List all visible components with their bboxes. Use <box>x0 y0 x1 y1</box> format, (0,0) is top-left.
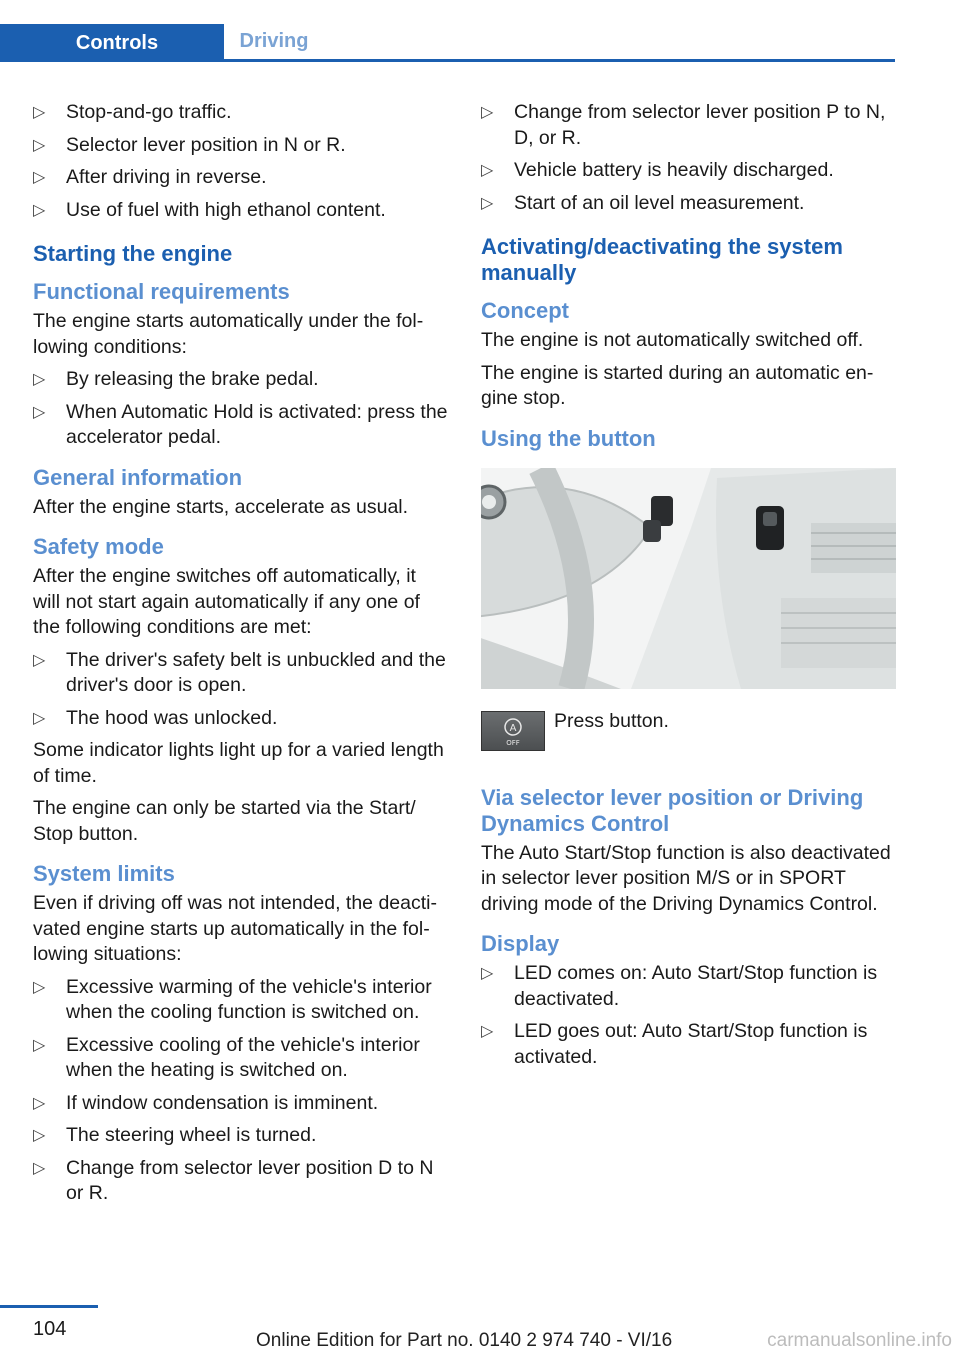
footer-rule <box>0 1305 98 1308</box>
triangle-bullet-icon: ▷ <box>33 1094 46 1112</box>
triangle-bullet-icon: ▷ <box>33 136 46 154</box>
paragraph-concept-2: The engine is started during an automatic engine stop. <box>481 361 874 409</box>
triangle-bullet-icon: ▷ <box>33 1127 46 1144</box>
list-item: ▷ Excessive warming of the vehicle's interior when the cooling function is switched on. <box>33 975 432 1023</box>
triangle-bullet-icon: ▷ <box>33 709 46 727</box>
watermark: carmanualsonline.info <box>767 1330 952 1351</box>
paragraph-functional: The engine starts automatically under the following conditions: <box>33 310 424 358</box>
paragraph-start-stop: The engine can only be started via the Start/ Stop button. <box>33 797 416 845</box>
heading-concept: Concept <box>481 298 569 323</box>
triangle-bullet-icon: ▷ <box>33 403 46 421</box>
list-item: ▷ Excessive cooling of the vehicle's interior when the heating is switched on. <box>33 1033 420 1081</box>
list-item: ▷ Change from selector lever position P to N, D, or R. <box>481 101 886 149</box>
heading-starting-engine: Starting the engine <box>33 241 233 266</box>
svg-text:OFF: OFF <box>506 738 520 747</box>
list-item: ▷ The hood was unlocked. <box>33 706 448 732</box>
auto-start-stop-icon <box>482 712 544 750</box>
bullet-list-safety <box>33 648 448 732</box>
heading-display: Display <box>481 931 560 956</box>
list-item: ▷ LED goes out: Auto Start/Stop function is activated. <box>481 1020 868 1068</box>
triangle-bullet-icon: ▷ <box>33 651 46 669</box>
list-item: ▷ The steering wheel is turned. <box>33 1123 448 1149</box>
triangle-bullet-icon: ▷ <box>33 201 46 219</box>
paragraph-press-button: Press button. <box>554 709 669 732</box>
triangle-bullet-icon: ▷ <box>33 104 46 121</box>
list-item: ▷ Stop-and-go traffic. <box>33 100 448 126</box>
paragraph-general: After the engine starts, accelerate as usual. <box>33 495 409 518</box>
press-button-row <box>481 709 896 771</box>
bullet-list-right-top <box>481 100 896 216</box>
right-column <box>481 100 896 1077</box>
svg-text:A: A <box>509 722 517 734</box>
page-number: 104 <box>33 1318 67 1340</box>
heading-functional-requirements: Functional requirements <box>33 279 290 304</box>
bullet-list-top <box>33 100 448 223</box>
triangle-bullet-icon: ▷ <box>33 371 46 388</box>
list-item: ▷ Use of fuel with high ethanol content. <box>33 198 448 224</box>
bullet-list-functional <box>33 367 448 451</box>
heading-via-selector: Via selector lever position or Driving Dynamics Control <box>481 784 864 836</box>
paragraph-limits: Even if driving off was not intended, the deactivated engine starts up automatically in the following situations: <box>33 892 437 965</box>
heading-general-information: General information <box>33 464 243 490</box>
list-item: ▷ Selector lever position in N or R. <box>33 133 448 159</box>
chapter-tabs <box>0 24 895 62</box>
heading-using-button: Using the button <box>481 425 656 451</box>
list-item: ▷ Start of an oil level measurement. <box>481 191 896 217</box>
bullet-list-display <box>481 961 896 1070</box>
bullet-list-limits <box>33 975 448 1207</box>
list-item: ▷ Change from selector lever position D to N or R. <box>33 1156 434 1204</box>
list-item: ▷ The driver's safety belt is unbuckled and the driver's door is open. <box>33 648 446 696</box>
heading-safety-mode: Safety mode <box>33 534 164 559</box>
triangle-bullet-icon: ▷ <box>33 1036 46 1054</box>
list-item: ▷ LED comes on: Auto Start/Stop function is deactivated. <box>481 962 878 1010</box>
paragraph-safety: After the engine switches off automatically, it will not start again automatically if any one of the following conditions are met: <box>33 565 420 638</box>
cockpit-photo <box>481 468 896 689</box>
triangle-bullet-icon: ▷ <box>481 104 494 121</box>
triangle-bullet-icon: ▷ <box>481 194 494 212</box>
list-item: ▷ When Automatic Hold is activated: press the accelerator pedal. <box>33 400 448 448</box>
auto-start-stop-button-icon <box>481 711 545 751</box>
cockpit-illustration <box>481 468 896 689</box>
left-column <box>33 100 448 1214</box>
paragraph-selector: The Auto Start/Stop function is also deactivated in selector lever position M/S or in SPORT driving mode of the Driving Dynamics Control. <box>481 841 891 915</box>
edition-text: Online Edition for Part no. 0140 2 974 740 - VI/16 <box>256 1330 673 1351</box>
heading-activating-deactivating: Activating/deactivating the system manually <box>481 234 843 285</box>
list-item: ▷ After driving in reverse. <box>33 165 448 191</box>
tab-controls: Controls <box>0 24 224 62</box>
list-item: ▷ Vehicle battery is heavily discharged. <box>481 158 896 184</box>
triangle-bullet-icon: ▷ <box>481 162 494 179</box>
list-item: ▷ By releasing the brake pedal. <box>33 367 448 393</box>
triangle-bullet-icon: ▷ <box>481 965 494 982</box>
heading-system-limits: System limits <box>33 861 175 886</box>
paragraph-concept-1: The engine is not automatically switched off. <box>481 329 864 351</box>
triangle-bullet-icon: ▷ <box>33 978 46 996</box>
header-rule <box>0 59 895 62</box>
paragraph-indicator: Some indicator lights light up for a varied length of time. <box>33 739 444 787</box>
triangle-bullet-icon: ▷ <box>33 1159 46 1177</box>
triangle-bullet-icon: ▷ <box>33 169 46 186</box>
tab-driving: Driving <box>239 30 309 52</box>
triangle-bullet-icon: ▷ <box>481 1023 494 1040</box>
list-item: ▷ If window condensation is imminent. <box>33 1091 448 1117</box>
